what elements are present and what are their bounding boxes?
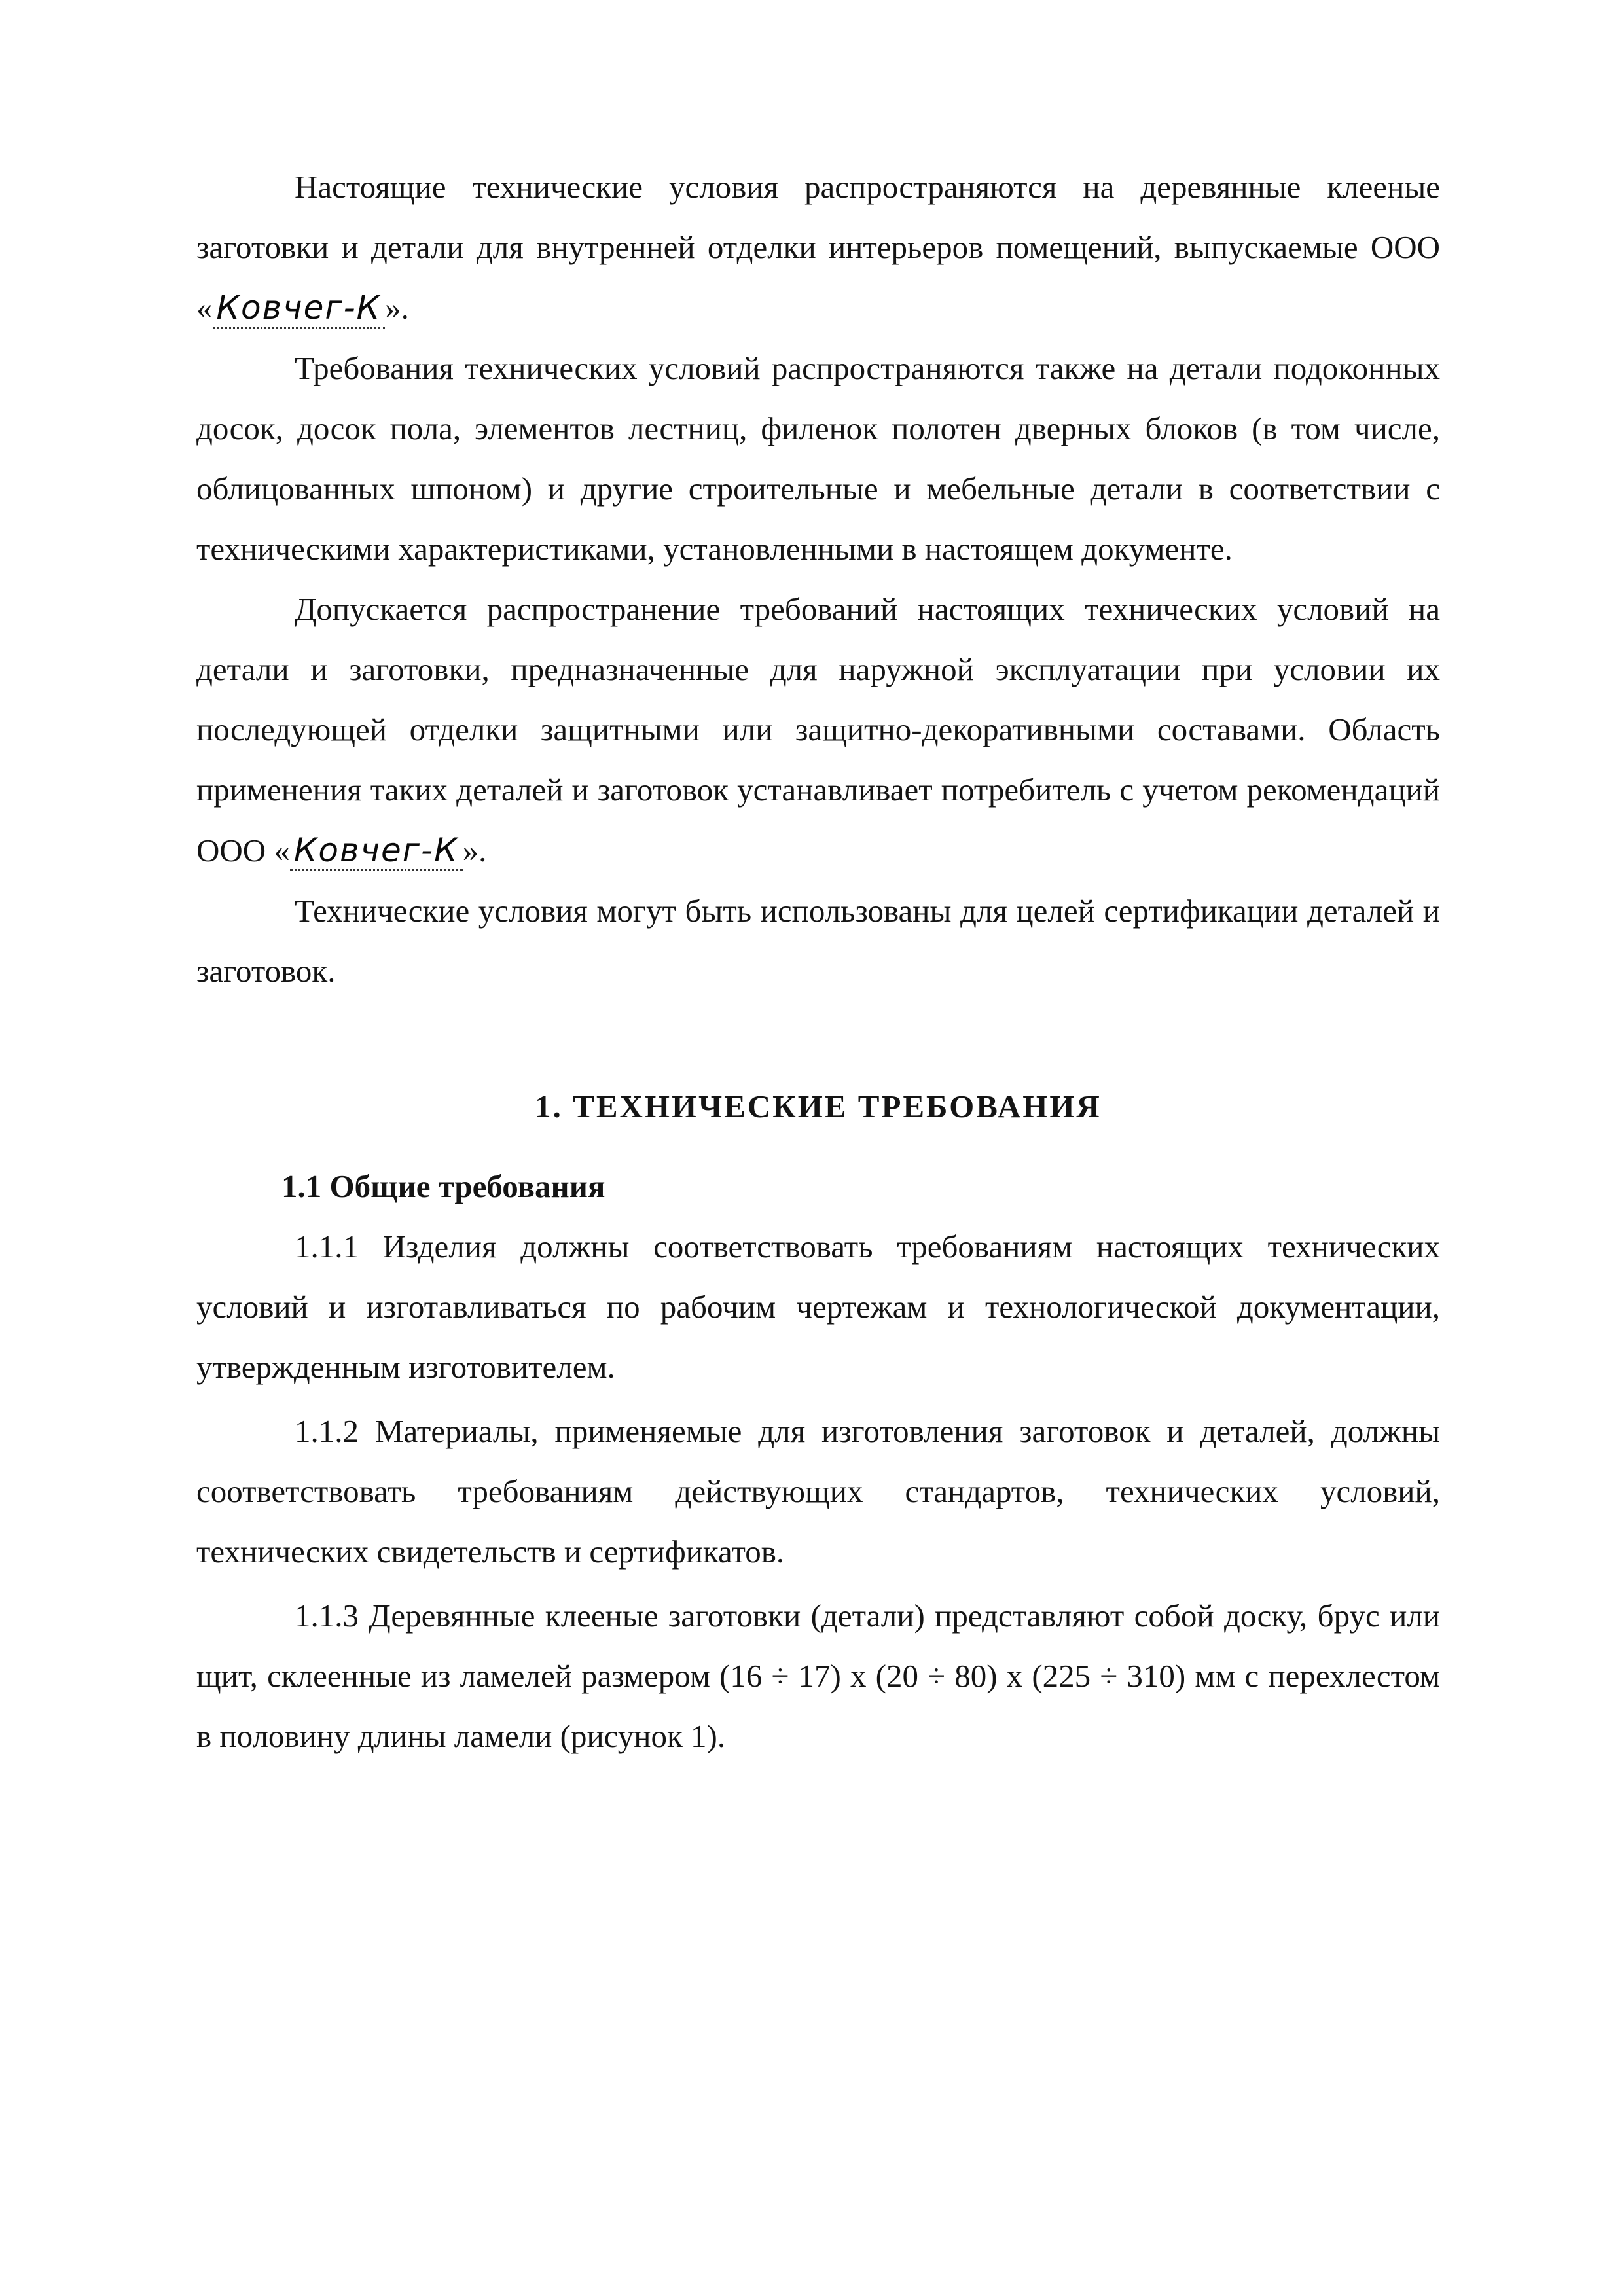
section-title: 1. ТЕХНИЧЕСКИЕ ТРЕБОВАНИЯ	[535, 1088, 1102, 1124]
intro-paragraph-1-text: Настоящие технические условия распространяются на деревянные клееные заготовки и детали для внутренней отделки интерьеров помещений, выпускаемые ООО «	[196, 169, 1440, 326]
clause-1-1-2: 1.1.2 Материалы, применяемые для изготовления заготовок и деталей, должны соответствовать требованиям действующих стандартов, технических условий, технических свидетельств и сертификатов.	[196, 1413, 1440, 1570]
intro-paragraph-1-end: ».	[385, 290, 409, 326]
intro-paragraph-3-end: ».	[462, 833, 487, 869]
intro-paragraph-1	[196, 157, 1440, 338]
intro-paragraph-4: Технические условия могут быть использованы для целей сертификации деталей и заготовок.	[196, 893, 1440, 989]
handwritten-company-name: Ковчег-К	[213, 289, 386, 329]
intro-paragraph-3	[196, 579, 1440, 881]
document-page	[196, 157, 1440, 1767]
intro-paragraph-3-text: Допускается распространение требований настоящих технических условий на детали и заготовки, предназначенные для наружной эксплуатации при условии их последующей отделки защитными или защитно-декоративными составами. Область применения таких деталей и заготовок устанавливает потребитель с учетом рекомендаций ООО «	[196, 591, 1440, 869]
clause-1-1-1: 1.1.1 Изделия должны соответствовать требованиям настоящих технических условий и изготавливаться по рабочим чертежам и технологической документации, утвержденным изготовителем.	[196, 1229, 1440, 1385]
intro-paragraph-2: Требования технических условий распространяются также на детали подоконных досок, досок пола, элементов лестниц, филенок полотен дверных блоков (в том числе, облицованных шпоном) и другие строительные и мебельные детали в соответствии с техническими характеристиками, установленными в настоящем документе.	[196, 350, 1440, 567]
clause-1-1-3: 1.1.3 Деревянные клееные заготовки (детали) представляют собой доску, брус или щит, склеенные из ламелей размером (16 ÷ 17) х (20 ÷ 80) х (225 ÷ 310) мм с перехлестом в половину длины ламели (рисунок 1).	[196, 1598, 1440, 1754]
subsection-title: 1.1 Общие требования	[281, 1168, 605, 1204]
handwritten-company-name-2: Ковчег-К	[290, 831, 463, 871]
